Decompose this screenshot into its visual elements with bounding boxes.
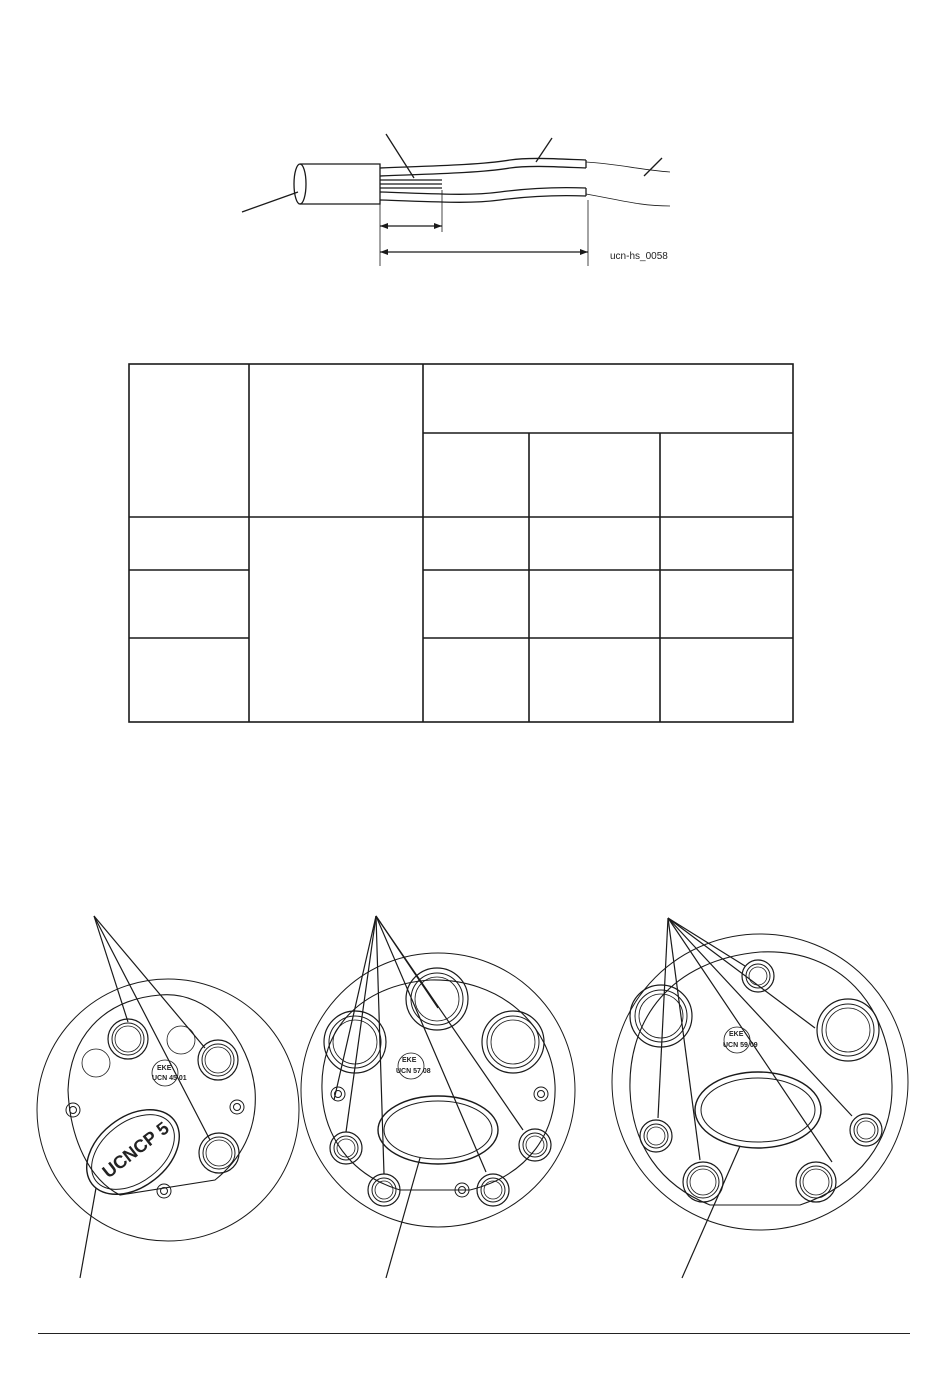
cable-end (294, 164, 306, 204)
plate-ucncp9 (612, 918, 908, 1278)
figure-code: ucn-hs_0058 (610, 251, 668, 262)
table-grid (128, 363, 794, 723)
leader-wire (644, 158, 662, 176)
leader-strands (386, 134, 414, 178)
spec-table (128, 363, 794, 723)
plate1-stamp-top: EKE (157, 1065, 172, 1072)
plate2-stamp-top: EKE (402, 1057, 417, 1064)
plate3-stamp-top: EKE (729, 1031, 744, 1038)
plate2-stamp-bottom: UCN 57 08 (396, 1068, 431, 1075)
plate3-stamp-bottom: UCN 59 09 (723, 1042, 758, 1049)
lower-bare-wire (586, 194, 670, 206)
plate1-stamp-bottom: UCN 45 01 (152, 1075, 187, 1082)
cable-preparation-figure (230, 120, 680, 280)
cable-sheath (300, 164, 380, 204)
plates-drawing (0, 890, 950, 1310)
plate1-label: UCNCP 5 (98, 1117, 173, 1183)
leader-sheath (242, 192, 298, 212)
table-border (129, 364, 793, 722)
footer-rule (38, 1333, 910, 1334)
cable-drawing (230, 120, 680, 280)
plate-ucncp5 (37, 916, 299, 1278)
cable-entry-plates (0, 890, 950, 1310)
plate-ucncp7 (301, 916, 575, 1278)
